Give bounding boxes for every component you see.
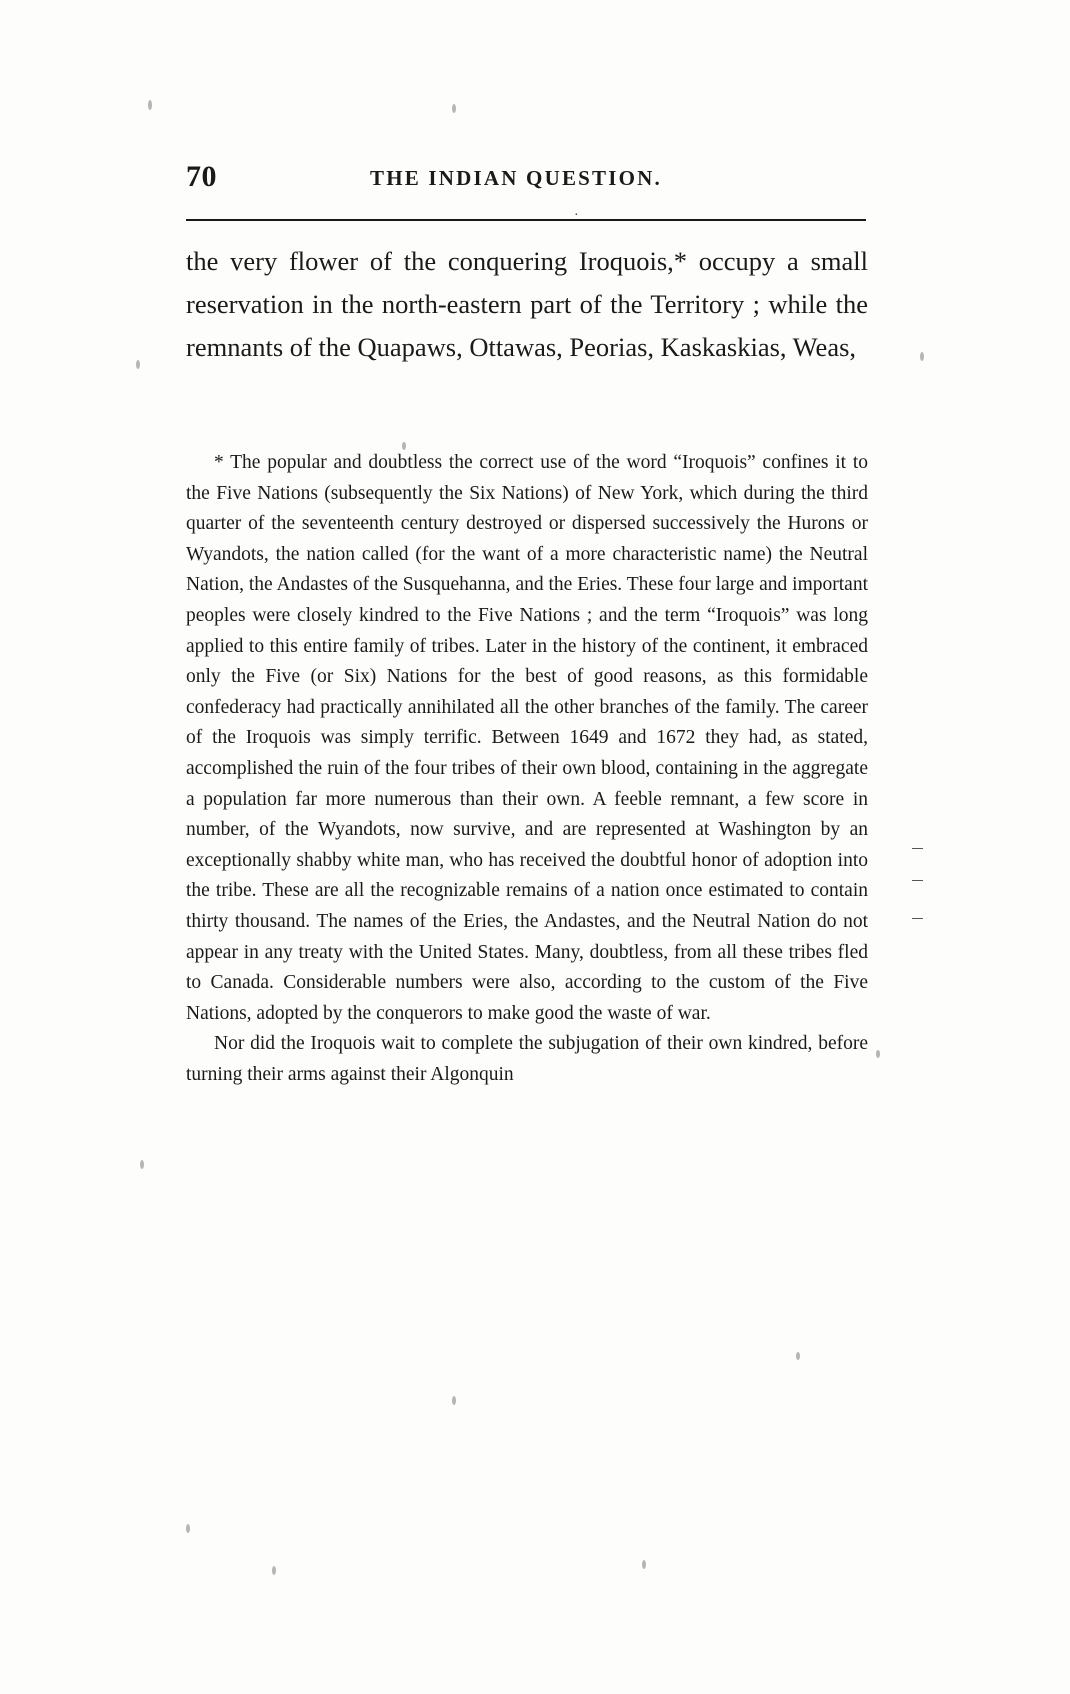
margin-mark-3 [912,918,923,919]
page-speck [452,104,456,113]
page-speck [920,352,924,361]
margin-mark-1 [912,848,923,849]
header-speck: · [574,208,579,223]
page-speck [402,442,406,450]
page-speck [642,1560,646,1569]
header-rule [186,219,866,221]
page-header [186,160,866,196]
page-speck [148,100,152,110]
page-speck [272,1566,276,1575]
footnote-paragraph-2: Nor did the Iroquois wait to complete the subjugation of their own kindred, before turning their arms against their Algonquin [186,1033,868,1085]
footnote-paragraph-1: * The popular and doubtless the correct use of the word “Iroquois” confines it to the Five Nations (subsequently the Six Nations) of New York, which during the third quarter of the seventeenth century destroyed or dispersed successively the Hurons or Wyandots, the nation called (for the want of a more characteristic name) the Neutral Nation, the Andastes of the Susquehanna, and the Eries. These four large and important peoples were closely kindred to the Five Nations ; and the term “Iroquois” was long applied to this entire family of tribes. Later in the history of the continent, it embraced only the Five (or Six) Nations for the best of good reasons, as this formidable confederacy had practically annihilated all the other branches of the family. The career of the Iroquois was simply terrific. Between 1649 and 1672 they had, as stated, accomplished the ruin of the four tribes of their own blood, containing in the aggregate a population far more numerous than their own. A feeble remnant, a few score in number, of the Wyandots, now survive, and are represented at Washington by an exceptionally shabby white man, who has received the doubtful honor of adoption into the tribe. These are all the recognizable remains of a nation once estimated to contain thirty thousand. The names of the Eries, the Andastes, and the Neutral Nation do not appear in any treaty with the United States. Many, doubtless, from all these tribes fled to Canada. Considerable numbers were also, according to the custom of the Five Nations, adopted by the conquerors to make good the waste of war. [186,452,868,1024]
page-speck [140,1160,144,1169]
main-body-text [186,240,868,369]
body-paragraph: the very flower of the conquering Iroquois,* occupy a small reservation in the north-eastern part of the Territory ; while the remnants of the Quapaws, Ottawas, Peorias, Kaskaskias, Weas, [186,246,868,362]
margin-marks [912,840,932,940]
page-speck [796,1352,800,1360]
margin-mark-2 [912,880,923,881]
page-speck [452,1396,456,1405]
page-speck [186,1524,190,1533]
page-number: 70 [186,160,217,193]
footnote-block [186,448,868,1090]
page-speck [876,1050,880,1058]
running-title: THE INDIAN QUESTION. [370,166,662,190]
page-speck [136,360,140,369]
